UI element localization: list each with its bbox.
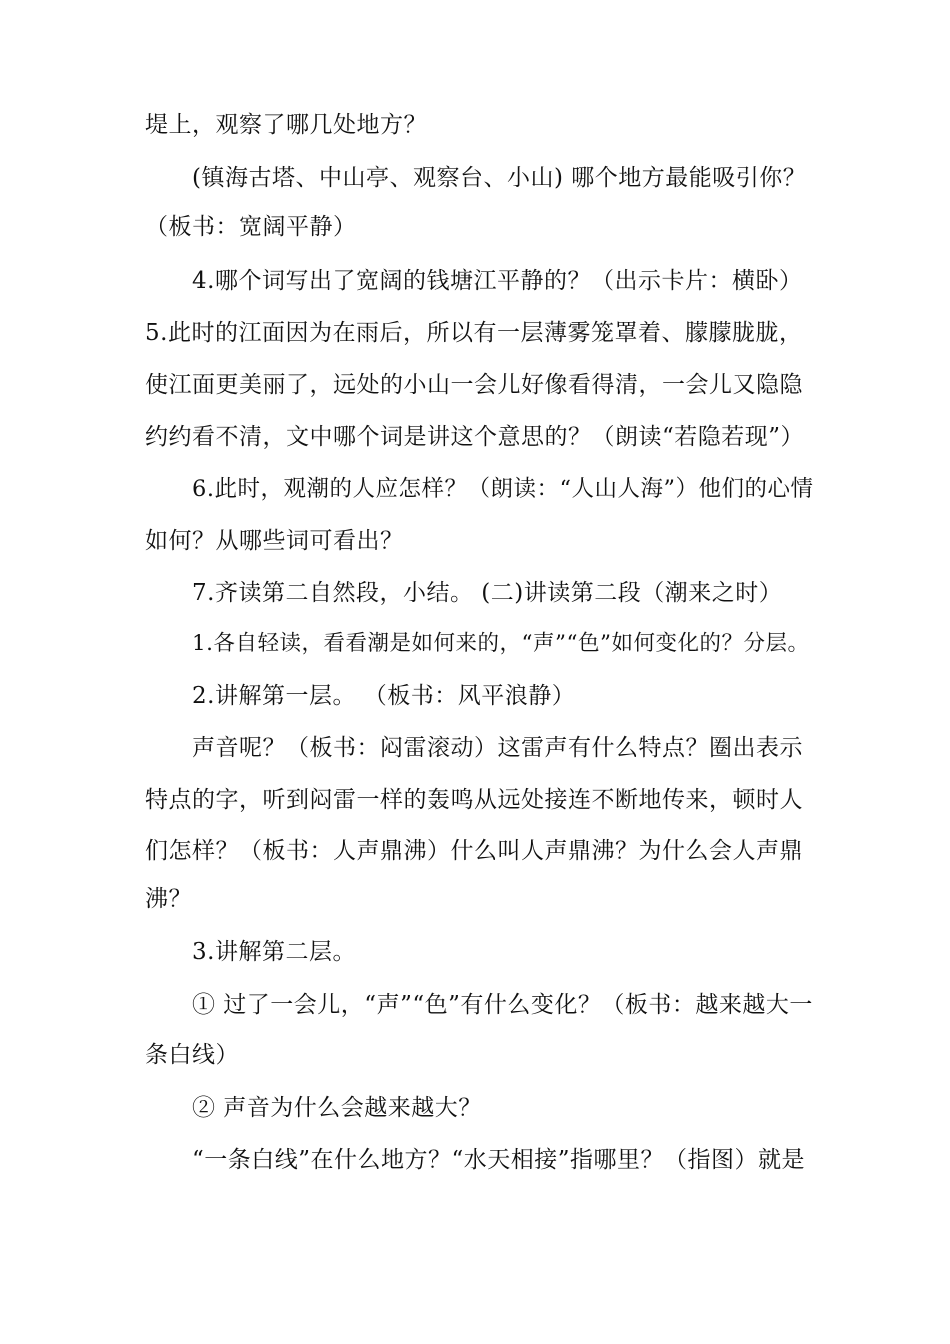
text-line: “一条白线”在什么地方？“水天相接”指哪里？（指图）就是: [192, 1147, 806, 1173]
text-line: 2.讲解第一层。 （板书：风平浪静）: [192, 683, 576, 709]
text-line: 们怎样？（板书：人声鼎沸）什么叫人声鼎沸？为什么会人声鼎: [145, 838, 803, 864]
text-line: 声音呢？（板书：闷雷滚动）这雷声有什么特点？圈出表示: [192, 735, 803, 761]
text-line: ② 声音为什么会越来越大？: [192, 1095, 482, 1121]
text-line: 沸？: [145, 886, 192, 912]
text-line: 5.此时的江面因为在雨后，所以有一层薄雾笼罩着、朦朦胧胧，: [145, 320, 803, 346]
text-line: (镇海古塔、中山亭、观察台、小山) 哪个地方最能吸引你？: [192, 165, 807, 191]
text-line: 4.哪个词写出了宽阔的钱塘江平静的？（出示卡片：横卧）: [192, 268, 803, 294]
text-line: 7.齐读第二自然段，小结。 (二)讲读第二段（潮来之时）: [192, 580, 783, 606]
text-line: ① 过了一会儿，“声”“色”有什么变化？（板书：越来越大一: [192, 992, 813, 1018]
text-line: 约约看不清，文中哪个词是讲这个意思的？（朗读“若隐若现”）: [145, 424, 805, 450]
text-line: 使江面更美丽了，远处的小山一会儿好像看得清，一会儿又隐隐: [145, 372, 803, 398]
text-line: （板书：宽阔平静）: [145, 214, 357, 240]
text-line: 特点的字，听到闷雷一样的轰鸣从远处接连不断地传来，顿时人: [145, 787, 803, 813]
text-line: 6.此时，观潮的人应怎样？（朗读：“人山人海”）他们的心情: [192, 476, 814, 502]
text-line: 堤上，观察了哪几处地方？: [145, 112, 427, 138]
text-line: 3.讲解第二层。: [192, 939, 356, 965]
text-line: 条白线）: [145, 1042, 239, 1068]
text-line: 如何？从哪些词可看出？: [145, 528, 404, 554]
text-line: 1.各自轻读，看看潮是如何来的，“声”“色”如何变化的？分层。: [192, 631, 810, 656]
